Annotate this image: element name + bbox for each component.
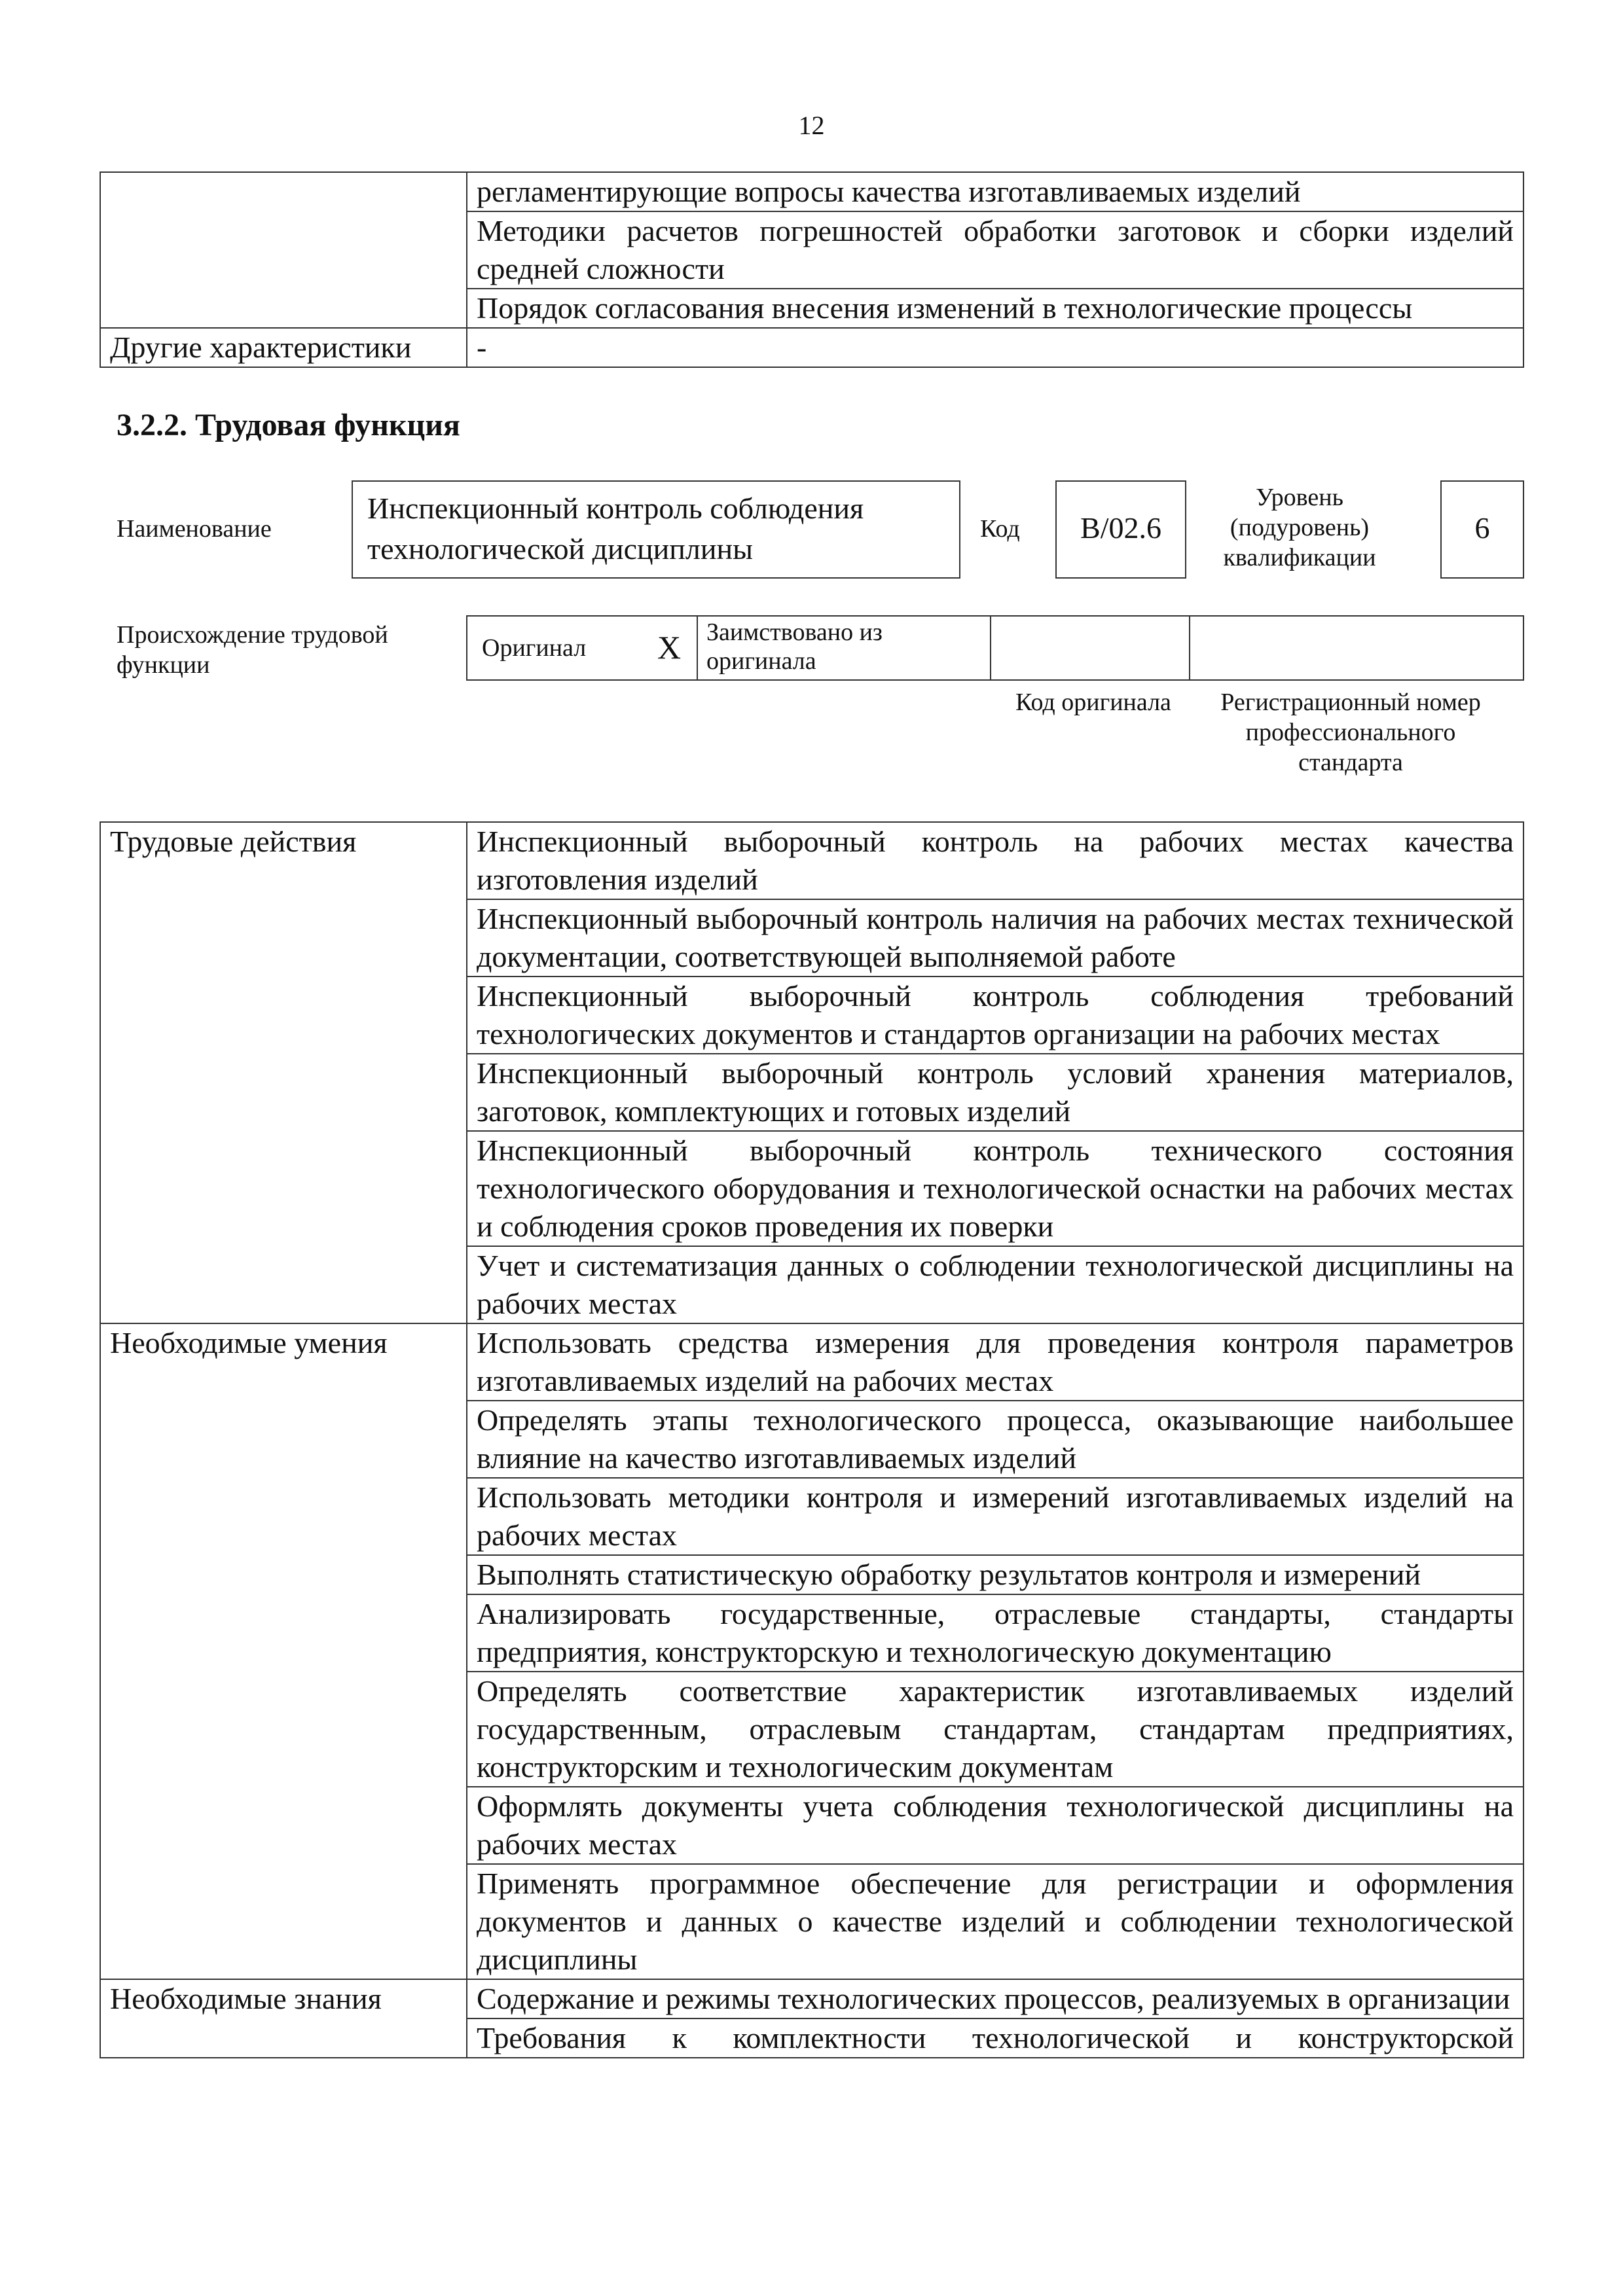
table-row <box>100 328 1523 367</box>
action-item: Инспекционный выборочный контроль соблюдения требований технологических документов и стандартов организации на рабочих местах <box>467 977 1523 1054</box>
skill-item: Применять программное обеспечение для регистрации и оформления документов и данных о качестве изделий и соблюдении технологической дисциплины <box>467 1864 1523 1979</box>
empty-label-cell <box>100 172 467 328</box>
action-item: Учет и систематизация данных о соблюдении технологической дисциплины на рабочих местах <box>467 1246 1523 1323</box>
action-item: Инспекционный выборочный контроль технического состояния технологического оборудования и технологической оснастки на рабочих местах и соблюдения сроков проведения их поверки <box>467 1131 1523 1246</box>
knowledge-item: Методики расчетов погрешностей обработки заготовок и сборки изделий средней сложности <box>467 211 1523 289</box>
level-label: Уровень (подуровень) квалификации <box>1223 484 1376 571</box>
action-item: Инспекционный выборочный контроль наличия на рабочих местах технической документации, соответствующей выполняемой работе <box>467 899 1523 977</box>
skill-item: Определять соответствие характеристик изготавливаемых изделий государственным, отраслевым стандартам, стандартам предприятиях, конструкторским и технологическим документам <box>467 1672 1523 1787</box>
level-value: 6 <box>1474 511 1490 545</box>
name-value: Инспекционный контроль соблюдения технологической дисциплины <box>367 492 864 565</box>
name-label: Наименование <box>117 515 272 543</box>
actions-label: Трудовые действия <box>100 822 467 1323</box>
table-row <box>100 1323 1523 1401</box>
borrowed-label: Заимствовано из оригинала <box>706 619 883 675</box>
skill-item: Определять этапы технологического процесса, оказывающие наибольшее влияние на качество изготавливаемых изделий <box>467 1401 1523 1478</box>
knowledge-item: Требования к комплектности технологической и конструкторской <box>467 2018 1523 2058</box>
divider <box>697 617 698 679</box>
skill-item: Использовать средства измерения для проведения контроля параметров изготавливаемых изделий на рабочих местах <box>467 1323 1523 1401</box>
original-label: Оригинал <box>482 634 587 662</box>
origin-label: Происхождение трудовой функции <box>117 621 388 679</box>
skill-item: Выполнять статистическую обработку результатов контроля и измерений <box>467 1555 1523 1594</box>
table-row <box>100 822 1523 899</box>
labor-function-table <box>100 821 1524 2058</box>
divider <box>1189 617 1190 679</box>
knowledge-item: Содержание и режимы технологических процессов, реализуемых в организации <box>467 1979 1523 2018</box>
name-value-box <box>352 480 960 579</box>
action-item: Инспекционный выборочный контроль условий хранения материалов, заготовок, комплектующих и готовых изделий <box>467 1054 1523 1131</box>
divider <box>990 617 991 679</box>
action-item: Инспекционный выборочный контроль на рабочих местах качества изготовления изделий <box>467 822 1523 899</box>
code-value-box <box>1055 480 1186 579</box>
knowledge-continuation-table <box>100 171 1524 368</box>
original-mark: X <box>657 629 682 666</box>
skill-item: Оформлять документы учета соблюдения технологической дисциплины на рабочих местах <box>467 1787 1523 1864</box>
code-label: Код <box>980 515 1020 543</box>
skills-label: Необходимые умения <box>100 1323 467 1979</box>
knowledge-item: регламентирующие вопросы качества изготавливаемых изделий <box>467 172 1523 211</box>
table-row <box>100 1979 1523 2018</box>
skill-item: Использовать методики контроля и измерений изготавливаемых изделий на рабочих местах <box>467 1478 1523 1555</box>
reg-number-caption: Регистрационный номер профессионального стандарта <box>1220 689 1481 776</box>
section-title: 3.2.2. Трудовая функция <box>117 408 460 442</box>
origin-box <box>466 615 1524 681</box>
level-value-box <box>1440 480 1524 579</box>
knowledge-item: Порядок согласования внесения изменений в технологические процессы <box>467 289 1523 328</box>
code-original-caption: Код оригинала <box>1015 689 1171 716</box>
code-value: B/02.6 <box>1080 511 1161 545</box>
other-characteristics-value: - <box>467 328 1523 367</box>
table-row <box>100 172 1523 211</box>
page-number: 12 <box>798 111 825 140</box>
other-characteristics-label: Другие характеристики <box>100 328 467 367</box>
skill-item: Анализировать государственные, отраслевые стандарты, стандарты предприятия, конструкторскую и технологическую документацию <box>467 1594 1523 1672</box>
knowledge-label: Необходимые знания <box>100 1979 467 2058</box>
